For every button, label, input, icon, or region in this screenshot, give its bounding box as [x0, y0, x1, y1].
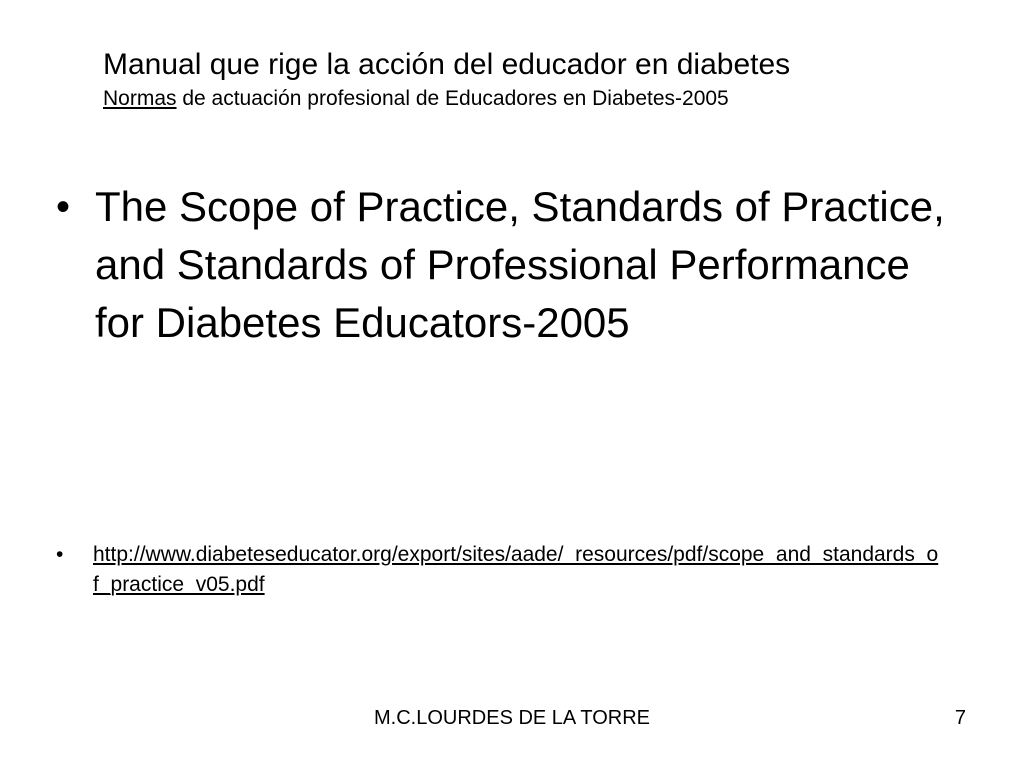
subtitle-rest: de actuación profesional de Educadores en Diabetes-2005: [176, 87, 729, 110]
reference-link[interactable]: http://www.diabeteseducator.org/export/sites/aade/_resources/pdf/scope_and_standards_of_practice_v05.pdf: [93, 543, 939, 596]
bullet-item-link: [56, 540, 956, 600]
bullet-item-main: [56, 178, 976, 352]
bullet-icon: •: [56, 543, 64, 566]
subtitle-underlined-word: Normas: [103, 87, 177, 110]
bullet-icon: •: [56, 185, 71, 229]
bullet-text: The Scope of Practice, Standards of Practice, and Standards of Professional Performance for Diabetes Educators-2005: [95, 183, 945, 346]
slide-title: Manual que rige la acción del educador en diabetes: [103, 48, 791, 81]
footer-author: M.C.LOURDES DE LA TORRE: [374, 707, 650, 729]
slide-subtitle: [103, 84, 983, 114]
page-number: 7: [954, 707, 966, 729]
title-block: [103, 46, 983, 114]
